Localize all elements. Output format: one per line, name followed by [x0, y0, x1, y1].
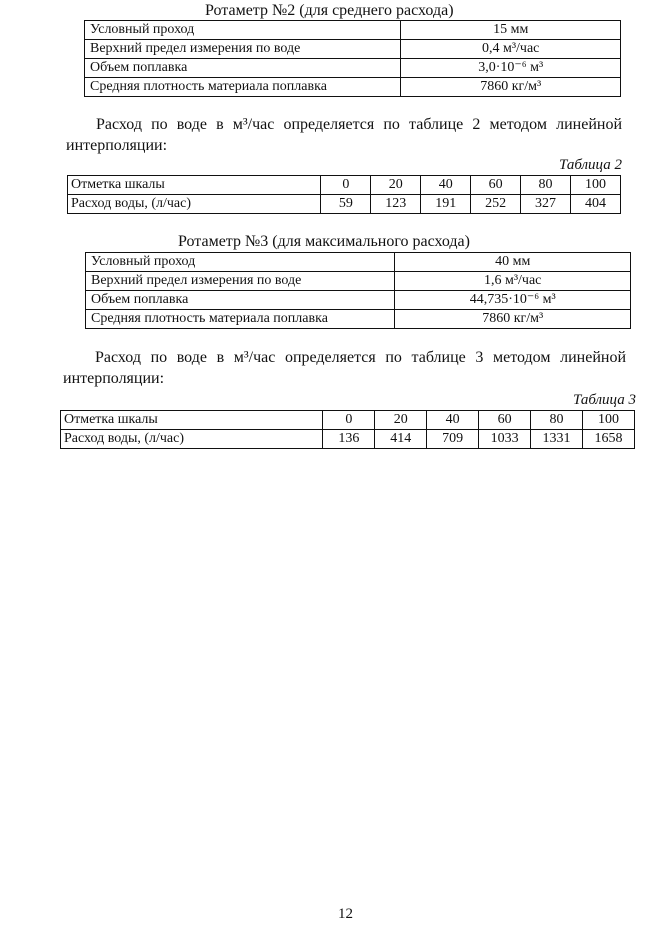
table-cell: 709	[427, 430, 479, 449]
property-value: 15 мм	[401, 21, 621, 40]
table-cell: 20	[375, 411, 427, 430]
property-label: Объем поплавка	[86, 291, 395, 310]
property-label: Средняя плотность материала поплавка	[85, 78, 401, 97]
table-cell: 40	[421, 176, 471, 195]
property-value: 0,4 м³/час	[401, 40, 621, 59]
table-row	[68, 176, 621, 195]
table-cell: 20	[371, 176, 421, 195]
property-value: 1,6 м³/час	[395, 272, 631, 291]
table-cell: 100	[583, 411, 635, 430]
rotameter3-title: Ротаметр №3 (для максимального расхода)	[178, 233, 470, 250]
property-value: 40 мм	[395, 253, 631, 272]
rotameter3-paragraph: Расход по воде в м³/час определяется по таблице 3 методом линейной интерполяции:	[63, 349, 626, 387]
table-row	[86, 291, 631, 310]
table-cell: 191	[421, 195, 471, 214]
table3	[60, 410, 635, 449]
table-row	[61, 411, 635, 430]
row-header: Расход воды, (л/час)	[61, 430, 323, 449]
table-cell: 1331	[531, 430, 583, 449]
table3-caption: Таблица 3	[573, 392, 636, 408]
property-value: 44,735·10⁻⁶ м³	[395, 291, 631, 310]
table-cell: 252	[471, 195, 521, 214]
table-cell: 136	[323, 430, 375, 449]
property-label: Объем поплавка	[85, 59, 401, 78]
property-label: Условный проход	[85, 21, 401, 40]
table-cell: 123	[371, 195, 421, 214]
property-label: Условный проход	[86, 253, 395, 272]
table-row	[86, 253, 631, 272]
table-row	[86, 310, 631, 329]
table-row	[85, 21, 621, 40]
property-label: Верхний предел измерения по воде	[85, 40, 401, 59]
table-cell: 404	[571, 195, 621, 214]
table-cell: 1658	[583, 430, 635, 449]
table-row	[85, 59, 621, 78]
table-cell: 60	[479, 411, 531, 430]
rotameter3-properties-table	[85, 252, 631, 329]
table-row	[86, 272, 631, 291]
table-cell: 80	[521, 176, 571, 195]
page-number: 12	[338, 906, 353, 922]
property-label: Средняя плотность материала поплавка	[86, 310, 395, 329]
rotameter2-title: Ротаметр №2 (для среднего расхода)	[205, 2, 454, 19]
property-value: 7860 кг/м³	[395, 310, 631, 329]
row-header: Отметка шкалы	[68, 176, 321, 195]
table-cell: 100	[571, 176, 621, 195]
table-cell: 0	[321, 176, 371, 195]
table2-caption: Таблица 2	[559, 157, 622, 173]
table-row	[85, 40, 621, 59]
table2	[67, 175, 621, 214]
table-cell: 60	[471, 176, 521, 195]
row-header: Отметка шкалы	[61, 411, 323, 430]
table-row	[61, 430, 635, 449]
table-cell: 80	[531, 411, 583, 430]
table-cell: 0	[323, 411, 375, 430]
table-cell: 327	[521, 195, 571, 214]
property-value: 3,0·10⁻⁶ м³	[401, 59, 621, 78]
table-cell: 40	[427, 411, 479, 430]
table-cell: 414	[375, 430, 427, 449]
property-label: Верхний предел измерения по воде	[86, 272, 395, 291]
property-value: 7860 кг/м³	[401, 78, 621, 97]
table-row	[85, 78, 621, 97]
table-cell: 59	[321, 195, 371, 214]
table-row	[68, 195, 621, 214]
table-cell: 1033	[479, 430, 531, 449]
row-header: Расход воды, (л/час)	[68, 195, 321, 214]
rotameter2-properties-table	[84, 20, 621, 97]
rotameter2-paragraph: Расход по воде в м³/час определяется по таблице 2 методом линейной интерполяции:	[66, 116, 622, 154]
